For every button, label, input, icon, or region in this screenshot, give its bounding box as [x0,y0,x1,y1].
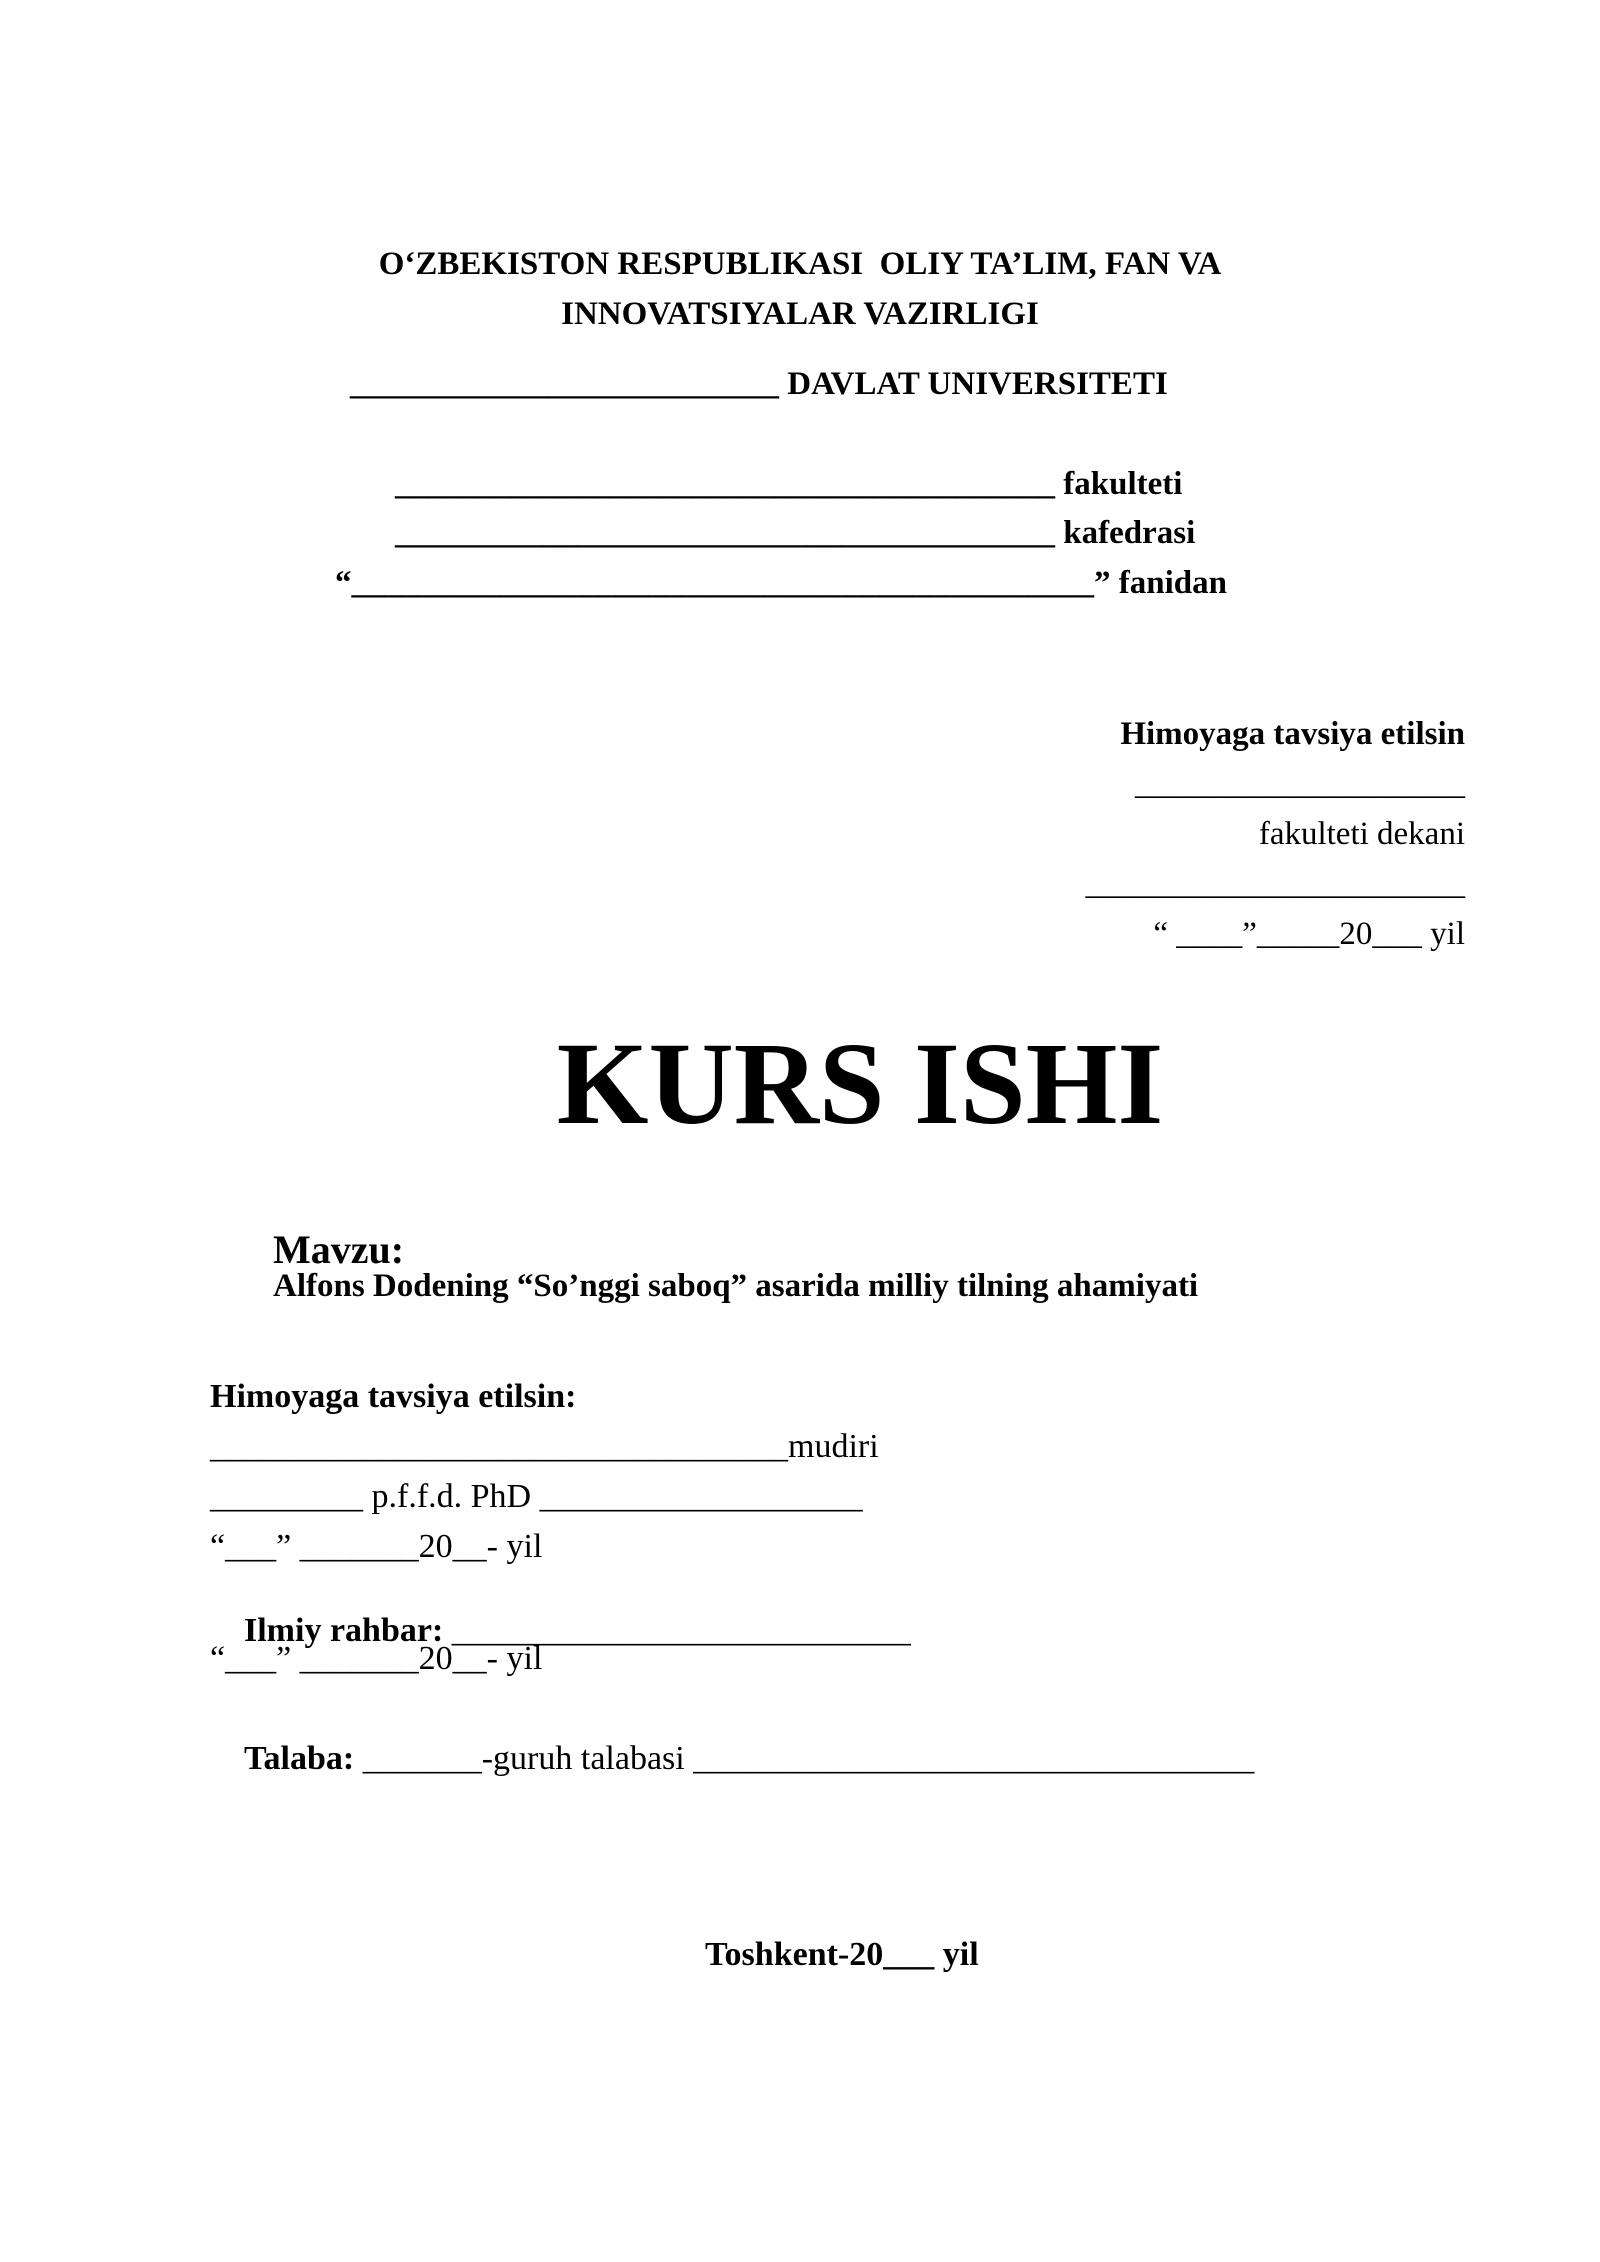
topic-label: Mavzu: [273,1227,405,1272]
faculty-line: ________________________________________ fakulteti [395,466,1183,502]
supervisor-blank: ___________________________ [443,1612,911,1649]
supervisor-label: Ilmiy rahbar: [244,1612,444,1649]
footer-place-year: Toshkent-20___ yil [705,1936,979,1973]
document-title: KURS ISHI [556,1018,1164,1149]
dean-date: “ ____”_____20___ yil [1153,916,1465,952]
student-line [210,1708,1254,1810]
head-line: __________________________________mudiri [210,1428,879,1465]
head-approval-heading: Himoyaga tavsiya etilsin: [210,1378,577,1415]
ministry-line-1: O‘ZBEKISTON RESPUBLIKASI OLIY TA’LIM, FAN VA [378,246,1222,282]
subject-line: “_____________________________________________” fanidan [335,565,1227,601]
supervisor-date: “___” _______20__- yil [210,1640,543,1677]
dean-name-line: _______________________ [1085,866,1465,902]
topic-text: Alfons Dodening “So’nggi saboq” asarida milliy tilning ahamiyati [273,1268,1199,1304]
ministry-line-2: INNOVATSIYALAR VAZIRLIGI [561,296,1039,332]
dean-approval-heading: Himoyaga tavsiya etilsin [1120,716,1465,752]
student-blank: _______-guruh talabasi _________________________________ [354,1740,1255,1777]
head-date: “___” _______20__- yil [210,1528,543,1565]
university-line: __________________________ DAVLAT UNIVERSITETI [350,366,1168,402]
degree-line: _________ p.f.f.d. PhD ___________________ [210,1478,863,1515]
topic [257,1214,1198,1319]
department-line: ________________________________________ kafedrasi [395,515,1196,551]
dean-role: fakulteti dekani [1258,816,1465,852]
dean-sign-line: ____________________ [1135,766,1465,802]
student-label: Talaba: [244,1740,355,1777]
